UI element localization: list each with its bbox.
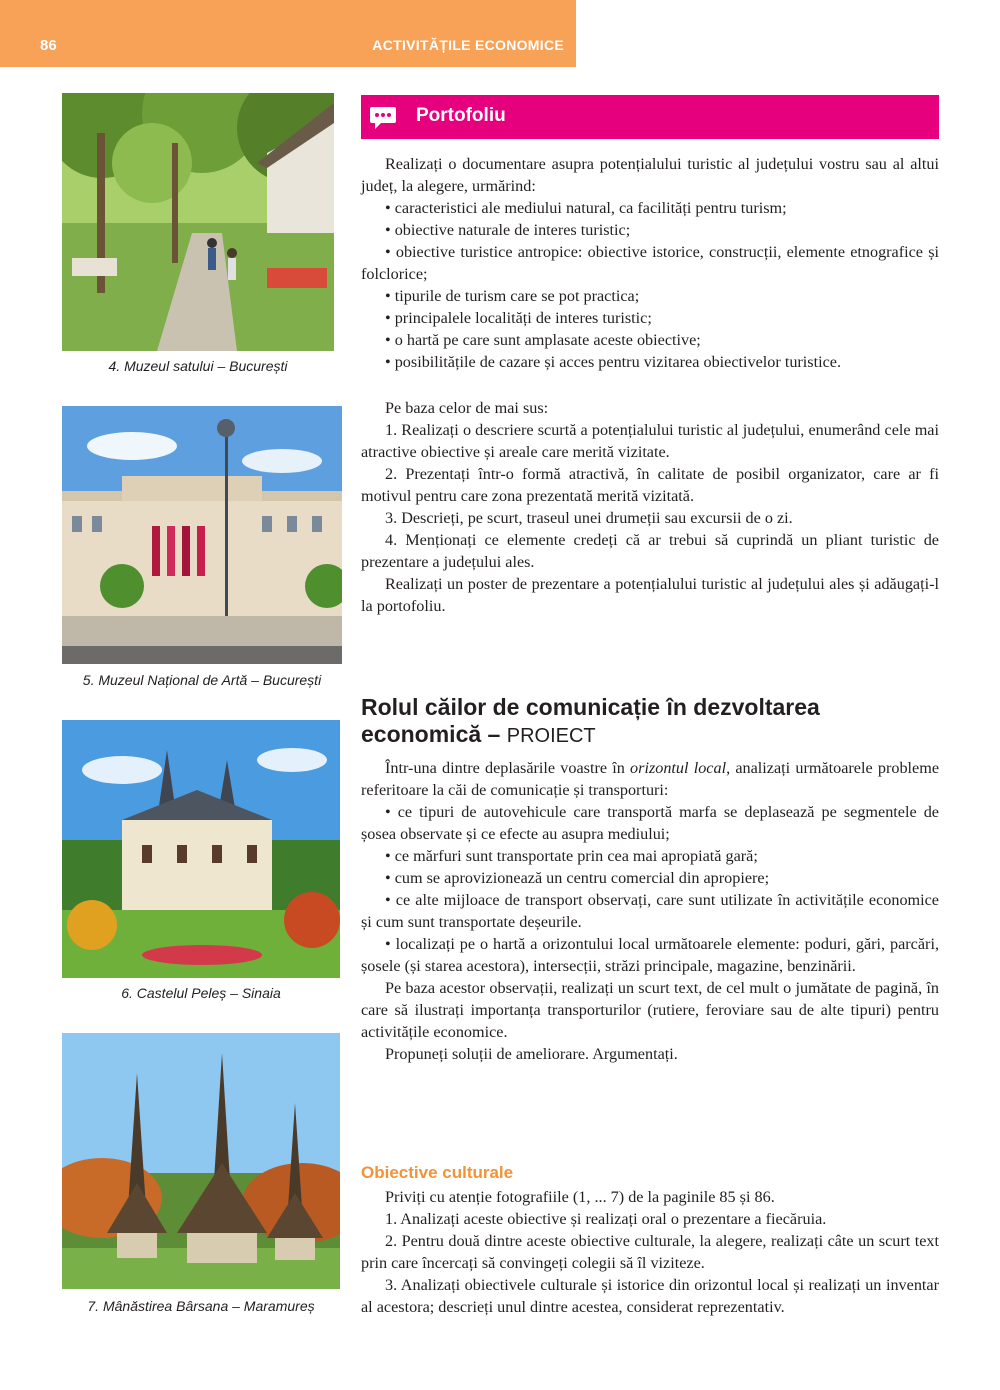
list-item: • obiective turistice antropice: obiective istorice, construcții, elemente etnografice și folclorice;	[361, 243, 939, 283]
project-heading	[361, 694, 939, 750]
page-number: 86	[40, 37, 57, 54]
cultural-paragraph: 2. Pentru două dintre aceste obiective culturale, la alegere, realizați câte un scurt text prin care încercați să convingeți colegii să îl viziteze.	[361, 1232, 939, 1272]
intro-text: Într-una dintre deplasările voastre în	[385, 759, 631, 777]
list-item: • ce alte mijloace de transport observați, care sunt utilizate în activitățile economice și cum sunt transportate deșeurile.	[361, 891, 939, 931]
list-item: • caracteristici ale mediului natural, ca facilități pentru turism;	[385, 199, 787, 217]
list-item: • localizați pe o hartă a orizontului local următoarele elemente: poduri, gări, parcări, șosele (și starea acestora), intersecții, străzi principale, magazine, benzinării.	[361, 935, 939, 975]
photo-barsana-monastery	[62, 1033, 340, 1289]
cultural-paragraph: 1. Analizați aceste obiective și realizați oral o prezentare a fiecăruia.	[385, 1210, 827, 1228]
list-item: • ce mărfuri sunt transportate prin cea mai apropiată gară;	[385, 847, 758, 865]
task-item: Realizați un poster de prezentare a potențialului turistic al județului ales și adăugați-l la portofoliu.	[361, 575, 939, 615]
list-item: • obiective naturale de interes turistic;	[385, 221, 631, 239]
project-paragraph: Pe baza acestor observații, realizați un scurt text, de cel mult o jumătate de pagină, în care să ilustrați importanța transporturilor (rutiere, feroviare sau de alte tipuri) pentru activitățile economice.	[361, 979, 939, 1041]
chapter-header-bar	[0, 0, 576, 67]
portfolio-intro: Realizați o documentare asupra potențialului turistic al județului vostru sau al altui județ, la alegere, urmărind:	[361, 155, 939, 195]
list-item: • cum se aprovizionează un centru comercial din apropiere;	[385, 869, 770, 887]
project-label: PROIECT	[506, 725, 596, 747]
photo-village-museum	[62, 93, 334, 351]
speech-bubble-icon	[369, 105, 397, 131]
portfolio-title: Portofoliu	[416, 105, 506, 126]
cultural-heading: Obiective culturale	[361, 1163, 514, 1182]
cultural-paragraph: Priviți cu atenție fotografiile (1, ... 7) de la paginile 85 și 86.	[385, 1188, 775, 1206]
portfolio-body	[361, 153, 939, 373]
cultural-body	[361, 1186, 939, 1318]
list-item: • tipurile de turism care se pot practica;	[385, 287, 640, 305]
project-title: Rolul căilor de comunicație în dezvoltarea economică –	[361, 694, 820, 747]
project-intro	[361, 757, 939, 801]
list-item: • principalele localități de interes turistic;	[385, 309, 652, 327]
list-item: • posibilitățile de cazare și acces pentru vizitarea obiectivelor turistice.	[385, 353, 842, 371]
intro-emphasis: orizontul local	[630, 759, 727, 777]
chapter-title: ACTIVITĂȚILE ECONOMICE	[372, 37, 564, 53]
tasks-intro: Pe baza celor de mai sus:	[385, 399, 549, 417]
task-item: 4. Menționați ce elemente credeți că ar trebui să cuprindă un pliant turistic de prezentare a județului ales.	[361, 531, 939, 571]
task-item: 3. Descrieți, pe scurt, traseul unei drumeții sau excursii de o zi.	[385, 509, 793, 527]
list-item: • ce tipuri de autovehicule care transportă marfa se deplasează pe segmentele de șosea observate și ce efecte au asupra mediului;	[361, 803, 939, 843]
intro-text: , analizați următoarele probleme referitoare la căi de comunicație și transporturi:	[361, 759, 940, 799]
portfolio-tasks	[361, 397, 939, 617]
portfolio-banner	[361, 95, 939, 139]
task-item: 1. Realizați o descriere scurtă a potențialului turistic al județului, enumerând cele mai atractive obiective și areale care merită vizitate.	[361, 421, 939, 461]
project-paragraph: Propuneți soluții de ameliorare. Argumentați.	[385, 1045, 678, 1063]
cultural-paragraph: 3. Analizați obiectivele culturale și istorice din orizontul local și realizați un inventar al acestora; descrieți unul dintre acestea, considerat reprezentativ.	[361, 1276, 939, 1316]
photo-caption: 5. Muzeul Național de Artă – București	[82, 672, 322, 688]
list-item: • o hartă pe care sunt amplasate aceste obiective;	[385, 331, 701, 349]
photo-peles-castle	[62, 720, 340, 978]
task-item: 2. Prezentați într-o formă atractivă, în calitate de posibil organizator, care ar fi motivul pentru care zona prezentată merită vizitată.	[361, 465, 939, 505]
photo-caption: 4. Muzeul satului – București	[108, 358, 288, 374]
photo-caption: 6. Castelul Peleș – Sinaia	[121, 985, 281, 1001]
photo-caption: 7. Mânăstirea Bârsana – Maramureș	[87, 1298, 315, 1314]
project-body	[361, 757, 939, 1065]
photo-art-museum	[62, 406, 342, 664]
